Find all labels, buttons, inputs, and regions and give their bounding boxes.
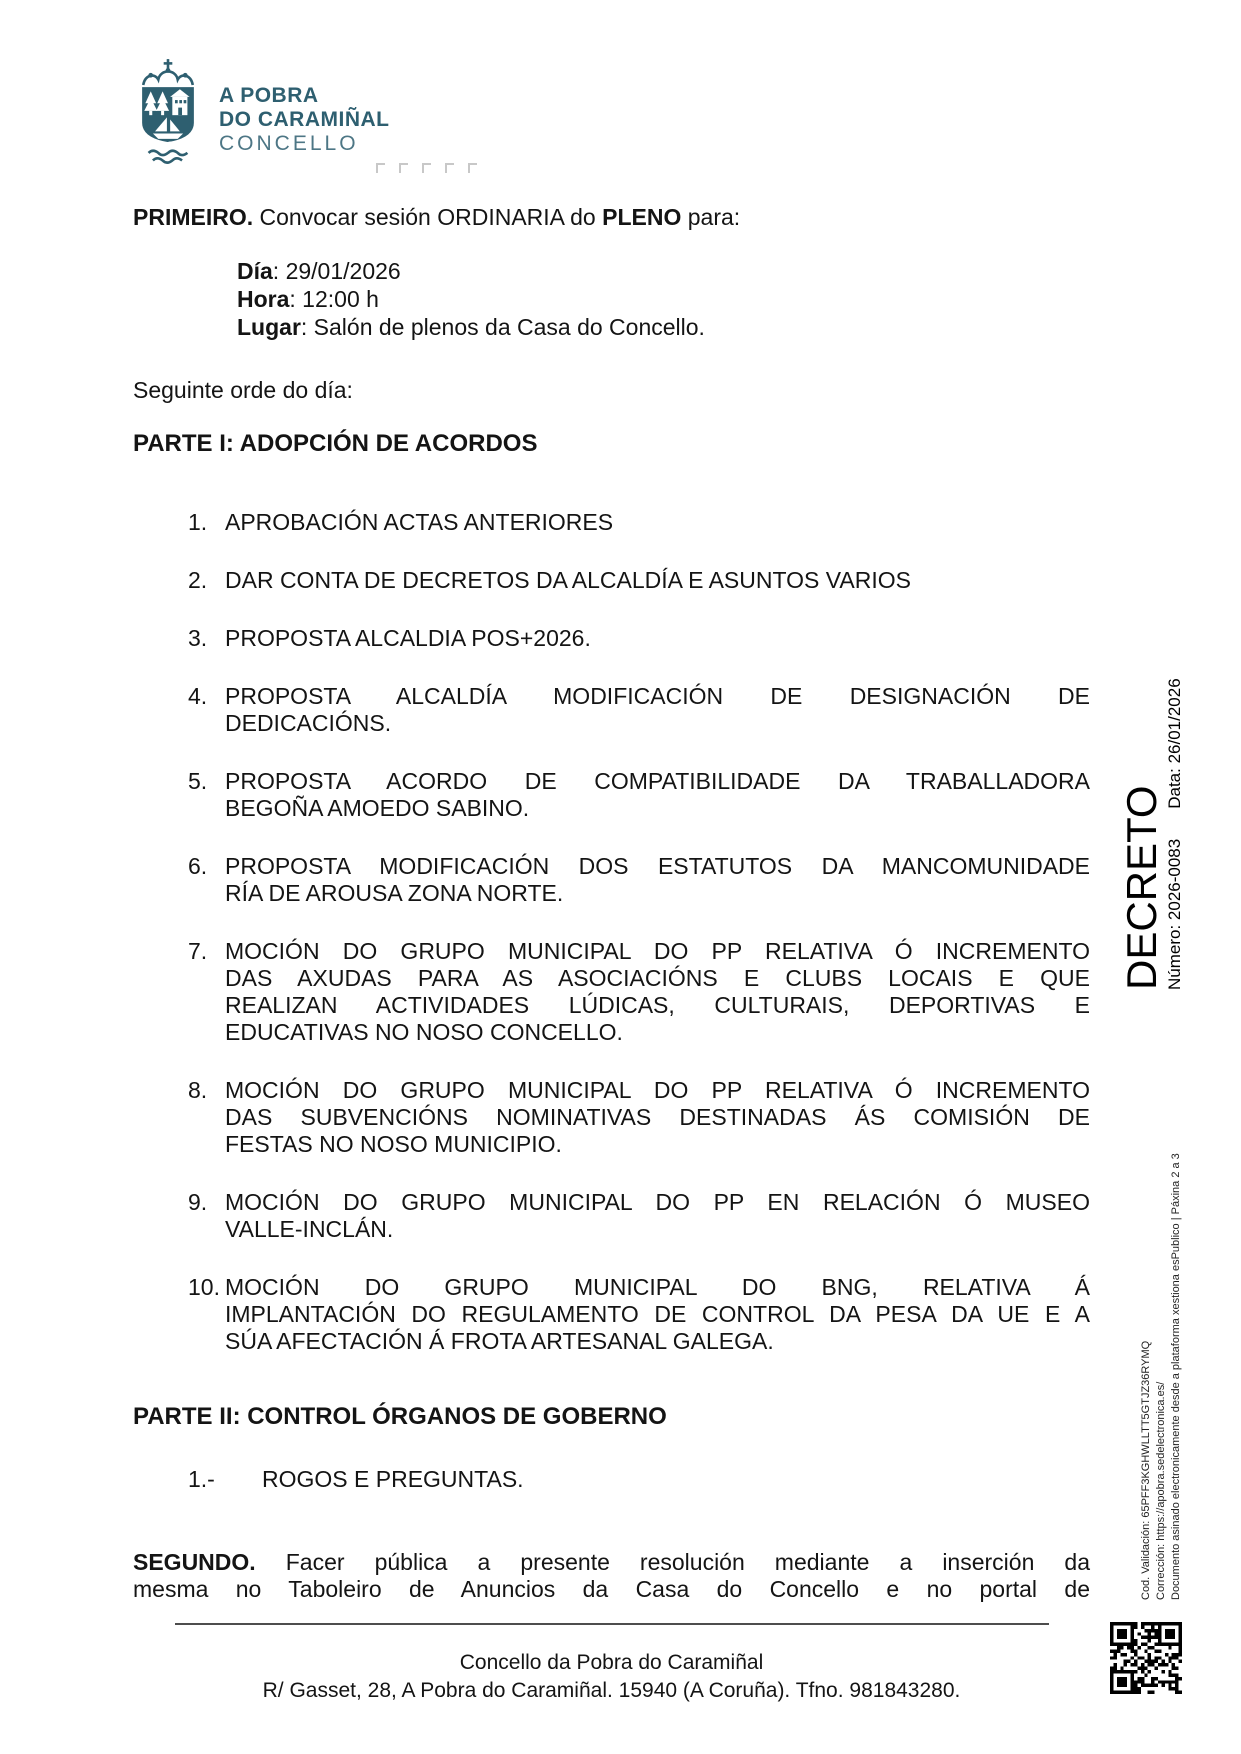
resolution-second-label: SEGUNDO.	[133, 1549, 256, 1575]
agenda-item	[188, 1189, 1090, 1243]
agenda-item-text: DAR CONTA DE DECRETOS DA ALCALDÍA E ASUNTOS VARIOS	[225, 567, 911, 593]
municipality-name-line1: A POBRA	[219, 84, 319, 107]
part1-heading: PARTE I: ADOPCIÓN DE ACORDOS	[133, 430, 538, 457]
resolution-first-label: PRIMEIRO.	[133, 204, 254, 230]
agenda-item-number: 4.	[188, 683, 208, 709]
agenda-item-number: 1.-	[188, 1466, 215, 1492]
agenda-item-number: 9.	[188, 1189, 208, 1215]
municipality-name	[219, 58, 389, 156]
agenda-item-number: 8.	[188, 1077, 208, 1103]
agenda-item	[188, 509, 1090, 536]
faint-stamp-marks	[376, 163, 477, 173]
decree-number: Número: 2026-0083	[1165, 838, 1184, 990]
agenda-item	[188, 938, 1090, 1046]
footer-entity: Concello da Pobra do Caramiñal	[459, 1651, 764, 1674]
resolution-second-paragraph: SEGUNDO. Facer pública a presente resolución mediante a inserción da mesma no Taboleiro de Anuncios da Casa do Concello e no portal de	[133, 1549, 1090, 1602]
agenda-item-text: PROPOSTA ALCALDIA POS+2026.	[225, 625, 591, 651]
resolution-first-text: Convocar sesión ORDINARIA do	[253, 204, 603, 230]
agenda-item-text: MOCIÓN DO GRUPO MUNICIPAL DO PP EN RELACIÓN Ó MUSEO VALLE-INCLÁN.	[225, 1189, 1090, 1242]
part2-agenda-list	[188, 1466, 1090, 1493]
session-detail-row: Hora: 12:00 h	[237, 286, 379, 312]
agenda-item	[188, 768, 1090, 822]
agenda-item-text: APROBACIÓN ACTAS ANTERIORES	[225, 509, 614, 535]
agenda-item-text: ROGOS E PREGUNTAS.	[262, 1466, 524, 1492]
fineprint-line: Cod. Validación: 65PFF3KGHWLLTT5GTJZ36RYMQ	[1140, 1340, 1152, 1600]
footer-address: R/ Gasset, 28, A Pobra do Caramiñal. 15940 (A Coruña). Tfno. 981843280.	[262, 1679, 961, 1702]
part1-agenda-list	[188, 509, 1090, 1355]
session-detail-row: Lugar: Salón de plenos da Casa do Concello.	[237, 314, 705, 340]
agenda-item-number: 10.	[188, 1274, 220, 1300]
municipality-name-line2: DO CARAMIÑAL	[219, 108, 390, 131]
agenda-item	[188, 1077, 1090, 1158]
agenda-item-number: 6.	[188, 853, 208, 879]
agenda-item-number: 3.	[188, 625, 208, 651]
resolution-first-tail: para:	[681, 204, 741, 230]
agenda-intro: Seguinte orde do día:	[133, 377, 353, 403]
agenda-item-number: 7.	[188, 938, 208, 964]
footer-divider	[175, 1623, 1049, 1625]
resolution-first-pleno: PLENO	[602, 204, 682, 230]
resolution-first-paragraph	[133, 204, 1090, 231]
municipality-subtitle: CONCELLO	[219, 132, 359, 155]
fineprint-line: Corrección: https://apobra.sedelectronica.es/	[1155, 1381, 1167, 1600]
agenda-item-text: MOCIÓN DO GRUPO MUNICIPAL DO PP RELATIVA Ó INCREMENTO DAS SUBVENCIÓNS NOMINATIVAS DESTINADAS ÁS COMISIÓN DE FESTAS NO NOSO MUNICIPIO.	[225, 1077, 1090, 1157]
agenda-item	[188, 567, 1090, 594]
agenda-item-number: 1.	[188, 509, 208, 535]
qr-code	[1110, 1622, 1182, 1694]
session-detail-row: Día: 29/01/2026	[237, 258, 401, 284]
page-footer	[133, 1649, 1090, 1705]
municipal-header	[133, 58, 1090, 168]
decree-date: Data: 26/01/2026	[1165, 678, 1184, 809]
validation-fineprint	[1139, 1095, 1184, 1600]
coat-of-arms-icon	[133, 58, 203, 168]
agenda-item-number: 2.	[188, 567, 208, 593]
document-body	[133, 0, 1090, 1705]
agenda-item-text: MOCIÓN DO GRUPO MUNICIPAL DO PP RELATIVA Ó INCREMENTO DAS AXUDAS PARA AS ASOCIACIÓNS E CLUBS LOCAIS E QUE REALIZAN ACTIVIDADES LÚDICAS, CULTURAIS, DEPORTIVAS E EDUCATIVAS NO NOSO CONCELLO.	[225, 938, 1090, 1045]
session-details	[237, 257, 1090, 341]
fineprint-line: Documento asinado electronicamente desde a plataforma xestiona esPublico | Páxina 2 a 3	[1170, 1153, 1182, 1600]
part2-heading: PARTE II: CONTROL ÓRGANOS DE GOBERNO	[133, 1403, 667, 1430]
agenda-item-text: PROPOSTA MODIFICACIÓN DOS ESTATUTOS DA MANCOMUNIDADE RÍA DE AROUSA ZONA NORTE.	[225, 853, 1090, 906]
agenda-item-text: PROPOSTA ACORDO DE COMPATIBILIDADE DA TRABALLADORA BEGOÑA AMOEDO SABINO.	[225, 768, 1090, 821]
agenda-item-text: PROPOSTA ALCALDÍA MODIFICACIÓN DE DESIGNACIÓN DE DEDICACIÓNS.	[225, 683, 1090, 736]
agenda-item-text: MOCIÓN DO GRUPO MUNICIPAL DO BNG, RELATIVA Á IMPLANTACIÓN DO REGULAMENTO DE CONTROL DA PESA DA UE E A SÚA AFECTACIÓN Á FROTA ARTESANAL GALEGA.	[225, 1274, 1090, 1354]
agenda-item	[188, 1274, 1090, 1355]
agenda-item	[188, 1466, 1090, 1493]
decree-type-label: DECRETO	[1118, 785, 1165, 990]
agenda-item	[188, 683, 1090, 737]
decree-side-stamp	[1120, 650, 1186, 990]
agenda-item	[188, 853, 1090, 907]
decree-meta	[1164, 650, 1185, 990]
agenda-item	[188, 625, 1090, 652]
agenda-item-number: 5.	[188, 768, 208, 794]
